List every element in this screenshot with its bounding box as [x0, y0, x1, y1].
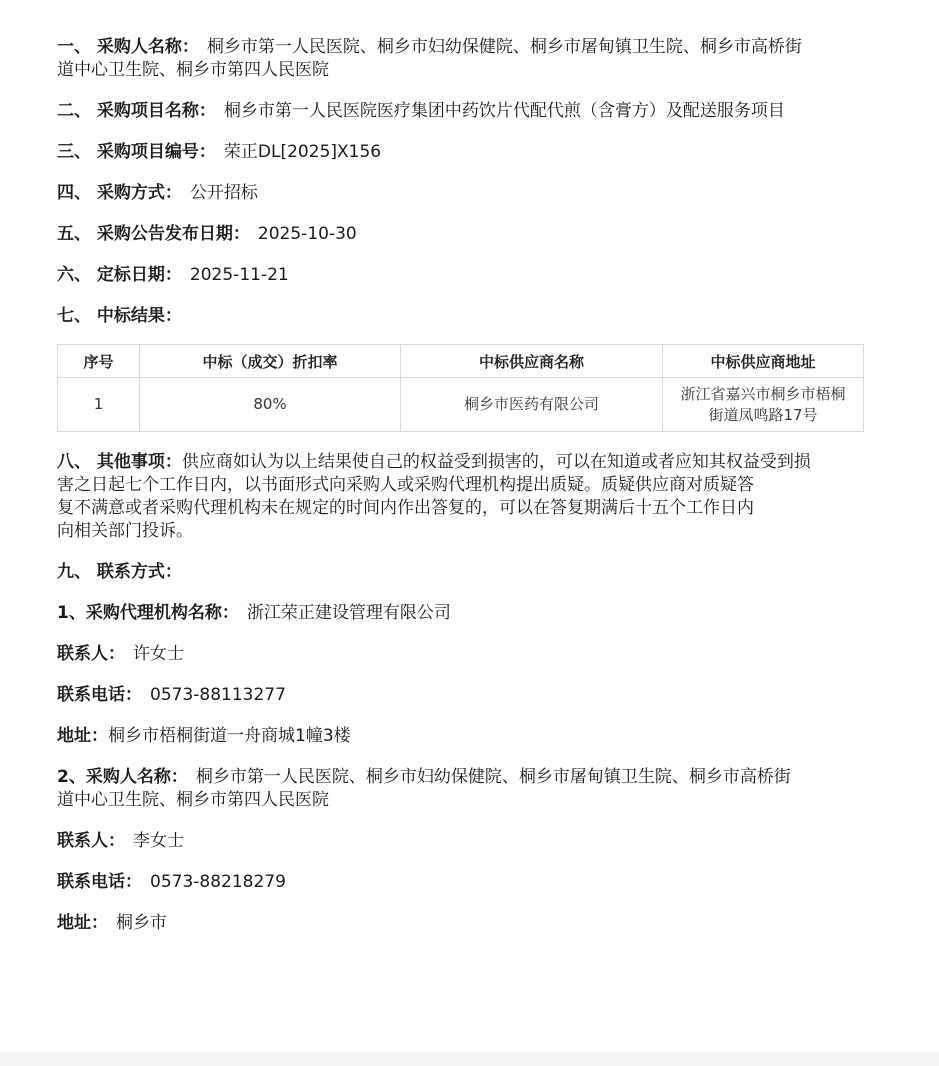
project-name-value: 桐乡市第一人民医院医疗集团中药饮片代配代煎（含膏方）及配送服务项目	[223, 101, 785, 121]
procurement-method-value: 公开招标	[189, 183, 258, 203]
buyer-name-row-cont	[57, 789, 863, 812]
buyer-name-row	[57, 766, 863, 789]
col-header-supplier-name: 中标供应商名称	[401, 345, 663, 378]
buyer-contact-row	[57, 830, 863, 853]
section-2	[57, 100, 863, 123]
purchaser-name-value: 桐乡市第一人民医院、桐乡市妇幼保健院、桐乡市屠甸镇卫生院、桐乡市高桥街	[206, 37, 802, 57]
project-number-value: 荣正DL[2025]X156	[223, 142, 382, 162]
project-number-label: 三、 采购项目编号：	[57, 142, 216, 162]
other-matters-line4: 向相关部门投诉。	[57, 521, 193, 541]
notice-body	[57, 36, 863, 935]
publish-date-label: 五、 采购公告发布日期：	[57, 224, 250, 244]
agency-name-value: 浙江荣正建设管理有限公司	[246, 603, 451, 623]
agency-phone-value: 0573-88113277	[150, 685, 286, 705]
table-header-row	[58, 345, 864, 378]
section-8	[57, 451, 863, 474]
other-matters-line2: 害之日起七个工作日内，以书面形式向采购人或采购代理机构提出质疑。质疑供应商对质疑答	[57, 475, 754, 495]
col-header-supplier-address: 中标供应商地址	[663, 345, 864, 378]
section-6	[57, 264, 863, 287]
buyer-phone-label: 联系电话：	[57, 872, 142, 892]
award-date-value: 2025-11-21	[189, 265, 289, 285]
buyer-contact-label: 联系人：	[57, 831, 125, 851]
agency-contact-row	[57, 643, 863, 666]
other-matters-line3: 复不满意或者采购代理机构未在规定的时间内作出答复的，可以在答复期满后十五个工作日内	[57, 498, 754, 518]
section-4	[57, 182, 863, 205]
agency-address-value: 桐乡市梧桐街道一舟商城1幢3楼	[108, 726, 351, 746]
award-date-label: 六、 定标日期：	[57, 265, 182, 285]
other-matters-line1: 供应商如认为以上结果使自己的权益受到损害的，可以在知道或者应知其权益受到损	[181, 452, 811, 472]
purchaser-name-value-cont: 道中心卫生院、桐乡市第四人民医院	[57, 60, 329, 80]
agency-phone-row	[57, 684, 863, 707]
col-header-no: 序号	[58, 345, 140, 378]
cell-rate: 80%	[140, 378, 401, 432]
section-3	[57, 141, 863, 164]
buyer-name-value: 桐乡市第一人民医院、桐乡市妇幼保健院、桐乡市屠甸镇卫生院、桐乡市高桥街	[195, 767, 791, 787]
publish-date-value: 2025-10-30	[257, 224, 357, 244]
section-1-cont	[57, 59, 863, 82]
buyer-phone-row	[57, 871, 863, 894]
table-row	[58, 378, 864, 432]
award-result-table	[57, 344, 864, 432]
section-1	[57, 36, 863, 59]
section-9	[57, 561, 863, 584]
award-result-label: 七、 中标结果：	[57, 306, 182, 326]
supplier-address-line1: 浙江省嘉兴市桐乡市梧桐	[680, 384, 846, 403]
section-7	[57, 305, 863, 328]
section-8-line3	[57, 497, 863, 520]
cell-supplier-name: 桐乡市医药有限公司	[401, 378, 663, 432]
other-matters-label: 八、 其他事项：	[57, 452, 182, 472]
agency-address-label: 地址：	[57, 726, 108, 746]
agency-address-row	[57, 725, 863, 748]
section-5	[57, 223, 863, 246]
project-name-label: 二、 采购项目名称：	[57, 101, 216, 121]
agency-contact-value: 许女士	[133, 644, 184, 664]
agency-contact-label: 联系人：	[57, 644, 125, 664]
cell-supplier-address	[663, 378, 864, 432]
buyer-contact-value: 李女士	[133, 831, 184, 851]
agency-name-label: 1、采购代理机构名称：	[57, 603, 239, 623]
section-8-line4	[57, 520, 863, 543]
buyer-address-label: 地址：	[57, 913, 108, 933]
col-header-rate: 中标（成交）折扣率	[140, 345, 401, 378]
cell-no: 1	[58, 378, 140, 432]
buyer-address-value: 桐乡市	[116, 913, 167, 933]
buyer-name-label: 2、采购人名称：	[57, 767, 188, 787]
section-8-line2	[57, 474, 863, 497]
agency-name-row	[57, 602, 863, 625]
buyer-phone-value: 0573-88218279	[150, 872, 286, 892]
page-bottom-band	[0, 1052, 939, 1066]
buyer-address-row	[57, 912, 863, 935]
purchaser-name-label: 一、 采购人名称：	[57, 37, 199, 57]
buyer-name-value-cont: 道中心卫生院、桐乡市第四人民医院	[57, 790, 329, 810]
contact-info-label: 九、 联系方式：	[57, 562, 182, 582]
procurement-method-label: 四、 采购方式：	[57, 183, 182, 203]
agency-phone-label: 联系电话：	[57, 685, 142, 705]
supplier-address-line2: 街道凤鸣路17号	[708, 405, 818, 424]
